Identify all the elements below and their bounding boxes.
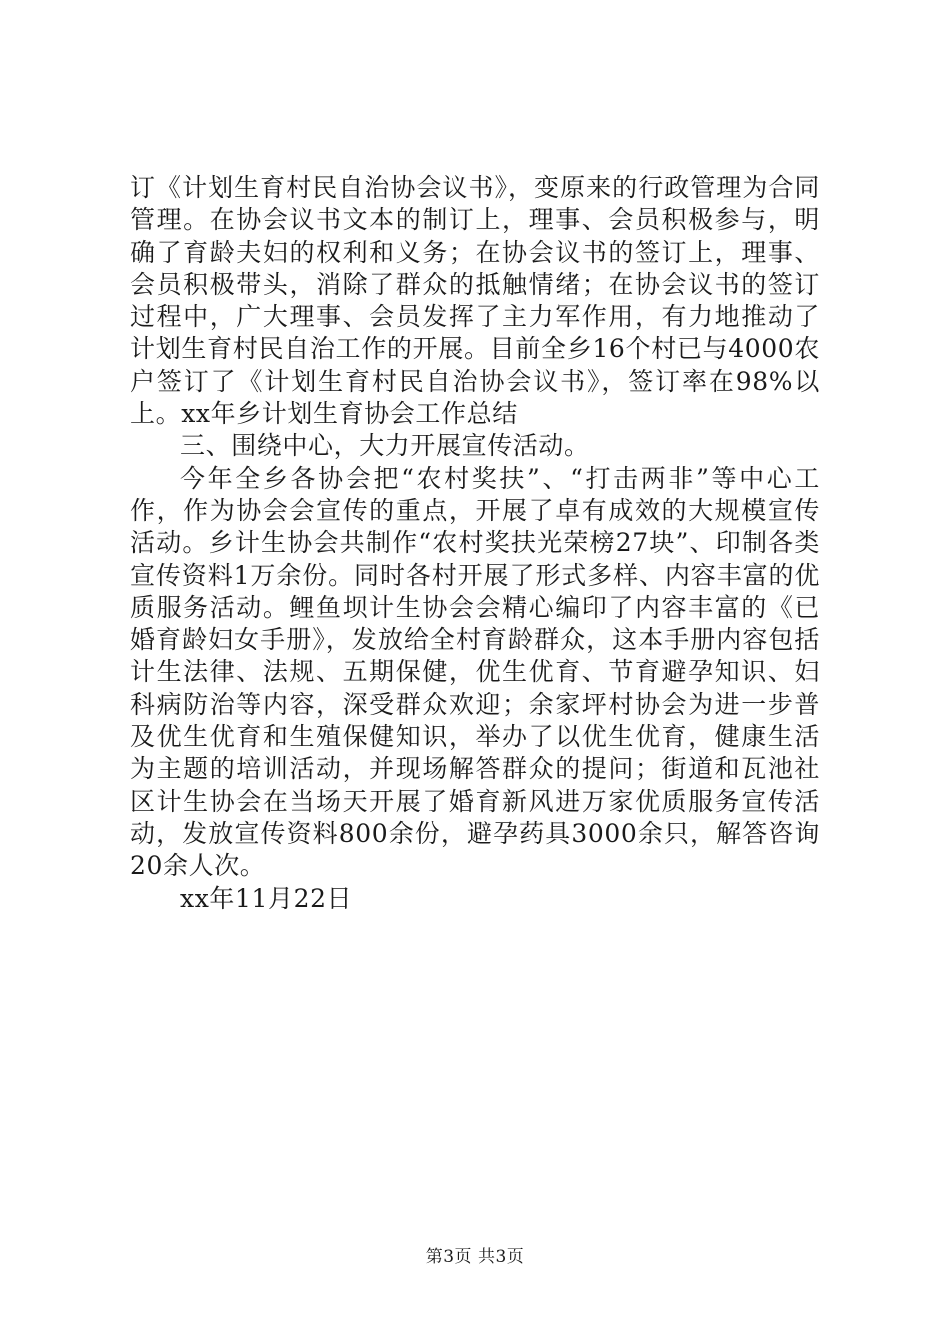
document-date: xx年11月22日 (180, 883, 353, 913)
paragraph-publicity: 今年全乡各协会把“农村奖扶”、“打击两非”等中心工作，作为协会会宣传的重点，开展了卓有成效的大规模宣传活动。乡计生协会共制作“农村奖扶光荣榜27块”、印制各类宣传资料1万余份。同时各村开展了形式多样、内容丰富的优质服务活动。鲤鱼坝计生协会会精心编印了内容丰富的《已婚育龄妇女手册》，发放给全村育龄群众，这本手册内容包括计生法律、法规、五期保健，优生优育、节育避孕知识、妇科病防治等内容，深受群众欢迎；余家坪村协会为进一步普及优生优育和生殖保健知识，举办了以优生优育，健康生活为主题的培训活动，并现场解答群众的提问；街道和瓦池社区计生协会在当场天开展了婚育新风进万家优质服务宣传活动，发放宣传资料800余份，避孕药具3000余只，解答咨询20余人次。 (130, 463, 820, 881)
page-footer: 第3页 共3页 (425, 1247, 525, 1267)
section-heading: 三、围绕中心，大力开展宣传活动。 (180, 431, 590, 461)
paragraph-continuation: 订《计划生育村民自治协会议书》，变原来的行政管理为合同管理。在协会议书文本的制订上，理事、会员积极参与，明确了育龄夫妇的权利和义务；在协会议书的签订上，理事、会员积极带头，消除了群众的抵触情绪；在协会议书的签订过程中，广大理事、会员发挥了主力军作用，有力地推动了计划生育村民自治工作的开展。目前全乡16个村已与4000农户签订了《计划生育村民自治协会议书》，签订率在98%以上。xx年乡计划生育协会工作总结 (130, 173, 820, 429)
document-body (130, 172, 820, 915)
